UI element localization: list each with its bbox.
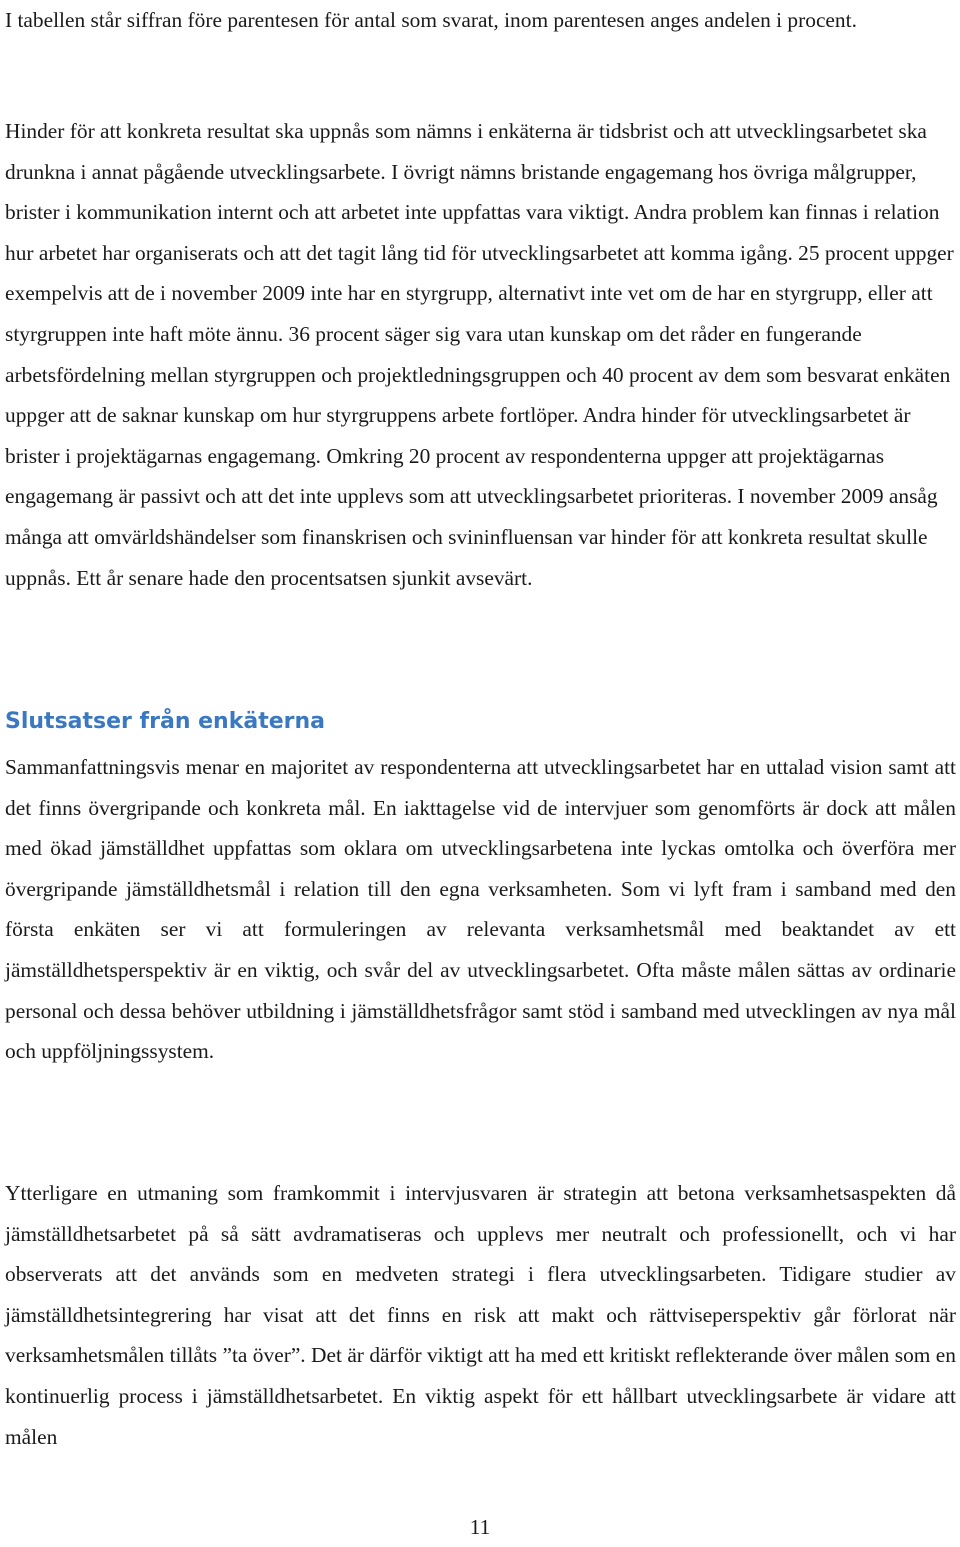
paragraph-obstacles: Hinder för att konkreta resultat ska uppnås som nämns i enkäterna är tidsbrist och att utvecklingsarbetet ska drunkna i annat pågående utvecklingsarbete. I övrigt nämns bristande engagemang hos övriga målgrupper, brister i kommunikation internt och att arbetet inte uppfattas vara viktigt. Andra problem kan finnas i relation hur arbetet har organiserats och att det tagit lång tid för utvecklingsarbetet att komma igång. 25 procent uppger exempelvis att de i november 2009 inte har en styrgrupp, alternativt inte vet om de har en styrgrupp, eller att styrgruppen inte haft möte ännu. 36 procent säger sig vara utan kunskap om det råder en fungerande arbetsfördelning mellan styrgruppen och projektledningsgruppen och 40 procent av dem som besvarat enkäten uppger att de saknar kunskap om hur styrgruppens arbete fortlöper. Andra hinder för utvecklingsarbetet är brister i projektägarnas engagemang. Omkring 20 procent av respondenterna uppger att projektägarnas engagemang är passivt och att det inte upplevs som att utvecklingsarbetet prioriteras. I november 2009 ansåg många att omvärldshändelser som finanskrisen och svininfluensan var hinder för att konkreta resultat skulle uppnås. Ett år senare hade den procentsatsen sjunkit avsevärt. [5,119,954,590]
section-heading: Slutsatser från enkäterna [5,709,325,734]
paragraph-table-note: I tabellen står siffran före parentesen för antal som svarat, inom parentesen anges andelen i procent. [5,8,857,32]
paragraph-challenge: Ytterligare en utmaning som framkommit i intervjusvaren är strategin att betona verksamhetsaspekten då jämställdhetsarbetet på så sätt avdramatiseras och upplevs mer neutralt och professionellt, och vi har observerats att det används som en medveten strategi i flera utvecklingsarbeten. Tidigare studier av jämställdhetsintegrering har visat att det finns en risk att makt och rättviseperspektiv går förlorat när verksamhetsmålen tillåts ”ta över”. Det är därför viktigt att ha med ett kritiskt reflekterande över målen som en kontinuerlig process i jämställdhetsarbetet. En viktig aspekt för ett hållbart utvecklingsarbete är vidare att målen [5,1181,956,1449]
paragraph-summary: Sammanfattningsvis menar en majoritet av respondenterna att utvecklingsarbetet har en uttalad vision samt att det finns övergripande och konkreta mål. En iakttagelse vid de intervjuer som genomförts är dock att målen med ökad jämställdhet uppfattas som oklara om utvecklingsarbetena inte lyckas omtolka och överföra mer övergripande jämställdhetsmål i relation till den egna verksamheten. Som vi lyft fram i samband med den första enkäten ser vi att formuleringen av relevanta verksamhetsmål med beaktandet av ett jämställdhetsperspektiv är en viktig, och svår del av utvecklingsarbetet. Ofta måste målen sättas av ordinarie personal och dessa behöver utbildning i jämställdhetsfrågor samt stöd i samband med utvecklingen av nya mål och uppföljningssystem. [5,755,956,1064]
page-number: 11 [469,1515,491,1539]
